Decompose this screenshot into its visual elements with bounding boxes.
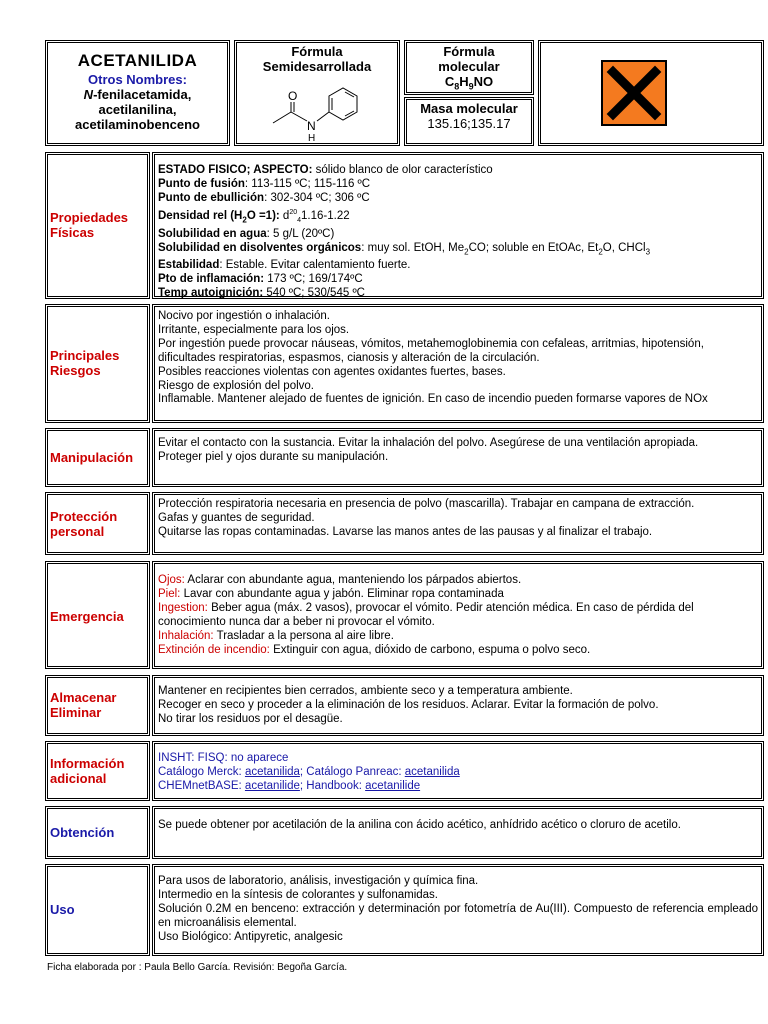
- molecular-formula: $C_8H_9NO$: [444, 74, 494, 92]
- prop-autoignition: Temp autoignición: 540 ºC; 530/545 ºC: [158, 286, 365, 299]
- physical-content-box: [152, 152, 764, 299]
- molecular-formula-title-1: Fórmula: [443, 44, 495, 59]
- protection-text: Protección respiratoria necesaria en presencia de polvo (mascarilla). Trabajar en campana de extracción. Gafas y guantes de seguridad. Quitarse las ropas contaminadas. Lavarse las manos antes de las pausas y al finalizar el trabajo.: [158, 498, 695, 538]
- other-name-3: acetilaminobenceno: [75, 117, 200, 132]
- storage-label-box: [45, 675, 150, 736]
- hazard-box: [538, 40, 764, 146]
- obtaining-content-box: [152, 806, 764, 859]
- molar-mass-box: [404, 97, 534, 146]
- prop-melting: Punto de fusión: 113-115 ºC; 115-116 ºC: [158, 177, 371, 190]
- semi-formula-title-2: Semidesarrollada: [262, 59, 372, 74]
- emergency-label-box: [45, 561, 150, 669]
- obtaining-label-box: [45, 806, 150, 859]
- prop-stability: Estabilidad: Estable. Evitar calentamiento fuerte.: [158, 258, 411, 271]
- physical-label: Propiedades Físicas: [50, 210, 129, 240]
- info-text: [158, 752, 758, 794]
- protection-label-box: [45, 492, 150, 555]
- other-name-2: acetilanilina,: [98, 102, 177, 117]
- prop-flash-point: Pto de inflamación: 173 ºC; 169/174ºC: [158, 272, 363, 285]
- substance-name: ACETANILIDA: [77, 51, 198, 70]
- risks-label-box: [45, 304, 150, 423]
- molecular-formula-title-2: molecular: [438, 59, 500, 74]
- molar-mass-value: 135.16;135.17: [427, 116, 511, 131]
- emergency-eyes: Ojos: Aclarar con abundante agua, manteniendo los párpados abiertos.: [158, 574, 522, 586]
- acetanilide-structure-icon: [265, 83, 375, 143]
- use-text: Para usos de laboratorio, análisis, investigación y química fina. Intermedio en la síntesis de colorantes y sulfonamidas. Solución 0.2M en benceno: extracción y determinación por fotometría de Au(III). Compuesto de referencia empleado en microanálisis elemental. Uso Biológico: Antipyretic, analgesic: [158, 875, 758, 943]
- protection-label: Protección personal: [50, 509, 118, 539]
- oxygen-atom: O: [288, 89, 298, 103]
- prop-water-solubility: Solubilidad en agua: 5 g/L (20ºC): [158, 227, 335, 240]
- emergency-text: [158, 574, 758, 657]
- nitrogen-atom: N: [307, 119, 316, 133]
- other-name-1: N-fenilacetamida,: [83, 87, 192, 102]
- molar-mass-title: Masa molecular: [420, 101, 518, 116]
- name-box: [45, 40, 230, 146]
- info-label-box: [45, 741, 150, 801]
- chemnetbase-link[interactable]: acetanilide: [244, 779, 300, 792]
- emergency-content-box: [152, 561, 764, 669]
- handbook-link[interactable]: acetanilide: [365, 779, 421, 792]
- use-label: Uso: [50, 902, 75, 917]
- emergency-inhalation: Inhalación: Trasladar a la persona al aire libre.: [158, 629, 394, 642]
- protection-content-box: [152, 492, 764, 555]
- storage-content-box: [152, 675, 764, 736]
- obtaining-label: Obtención: [50, 825, 115, 840]
- storage-text: Mantener en recipientes bien cerrados, ambiente seco y a temperatura ambiente. Recoger en seco y proceder a la eliminación de los residuos. Aclarar. Evitar la formación de polvo. No tirar los residuos por el desagüe.: [158, 685, 659, 725]
- info-insht: INSHT: FISQ: no aparece: [158, 752, 289, 764]
- risks-label: Principales Riesgos: [50, 348, 120, 378]
- handling-label-box: [45, 428, 150, 487]
- prop-density: Densidad rel $(H_2O =1)$: $d^{20}_41.16-1.22$: [158, 208, 350, 224]
- risks-text: Nocivo por ingestión o inhalación. Irritante, especialmente para los ojos. Por ingestión puede provocar náuseas, vómitos, metahemoglobinemia con cefaleas, arritmias, hipotensión, dificultades respiratorias, espasmos, cianosis y alteración de la circulación. Posibles reacciones violentas con agentes oxidantes fuertes, bases. Riesgo de explosión del polvo. Inflamable. Mantener alejado de fuentes de ignición. En caso de incendio pueden formarse vapores de NOx: [158, 310, 708, 406]
- prop-solvent-solubility: Solubilidad en disolventes orgánicos: muy sol. EtOH, $Me_2CO$; soluble en EtOAc, $Et_2O$, CHCl$_3$: [158, 241, 651, 256]
- footer-credits: Ficha elaborada por : Paula Bello García. Revisión: Begoña García.: [47, 962, 348, 973]
- panreac-link[interactable]: acetanilida: [404, 765, 460, 778]
- merck-link[interactable]: acetanilida: [244, 765, 300, 778]
- semi-formula-box: [234, 40, 400, 146]
- other-names-label: Otros Nombres:: [88, 72, 187, 87]
- emergency-skin: Piel: Lavar con abundante agua y jabón. Eliminar ropa contaminada: [158, 587, 504, 600]
- hydrogen-atom: H: [308, 133, 316, 143]
- use-label-box: [45, 864, 150, 956]
- prop-boiling: Punto de ebullición: 302-304 ºC; 306 ºC: [158, 191, 370, 204]
- use-content-box: [152, 864, 764, 956]
- info-catalogs: Catálogo Merck: acetanilida; Catálogo Panreac: acetanilida: [158, 765, 460, 778]
- handling-label: Manipulación: [50, 450, 134, 465]
- prop-state: ESTADO FISICO; ASPECTO: sólido blanco de olor característico: [158, 164, 493, 176]
- obtaining-text: Se puede obtener por acetilación de la anilina con ácido acético, anhídrido acético o cloruro de acetilo.: [158, 819, 681, 831]
- physical-properties: [158, 164, 758, 301]
- semi-formula-title-1: Fórmula: [291, 44, 343, 59]
- handling-text: Evitar el contacto con la sustancia. Evitar la inhalación del polvo. Asegúrese de una ventilación apropiada. Proteger piel y ojos durante su manipulación.: [158, 437, 699, 463]
- risks-content-box: [152, 304, 764, 423]
- physical-label-box: [45, 152, 150, 299]
- emergency-fire: Extinción de incendio: Extinguir con agua, dióxido de carbono, espuma o polvo seco.: [158, 643, 591, 656]
- info-label: Información adicional: [50, 756, 125, 786]
- handling-content-box: [152, 428, 764, 487]
- emergency-ingestion: Ingestion: Beber agua (máx. 2 vasos), provocar el vómito. Pedir atención médica. En caso de pérdida del conocimiento nunca dar a beber ni provocar el vómito.: [158, 601, 694, 628]
- emergency-label: Emergencia: [50, 609, 124, 624]
- molecular-formula-box: [404, 40, 534, 95]
- harmful-x-icon: [601, 60, 667, 126]
- storage-label: Almacenar Eliminar: [50, 690, 117, 720]
- info-content-box: [152, 741, 764, 801]
- info-chemnet: CHEMnetBASE: acetanilide; Handbook: acetanilide: [158, 779, 421, 792]
